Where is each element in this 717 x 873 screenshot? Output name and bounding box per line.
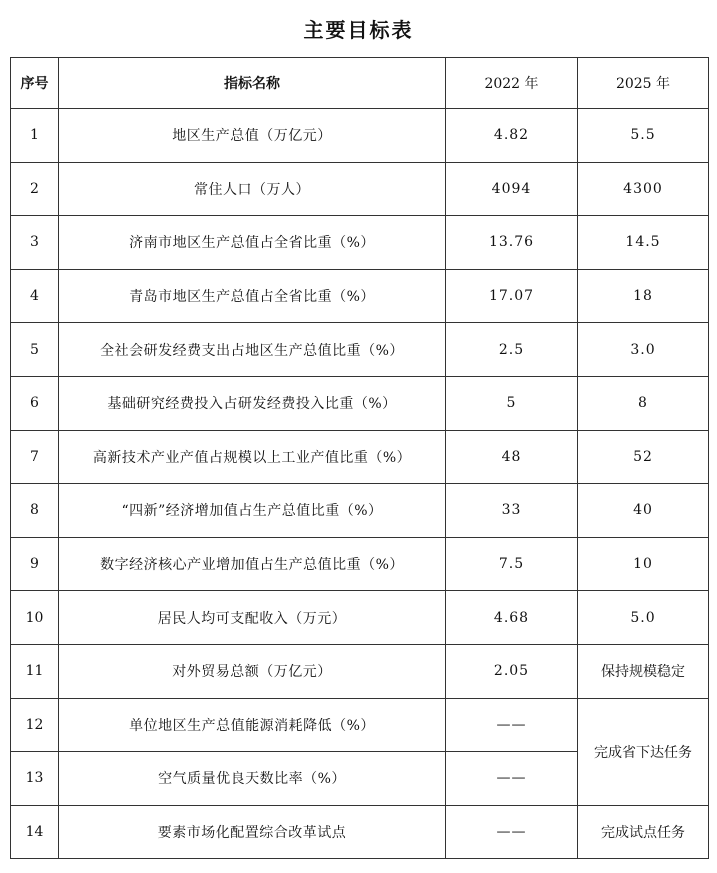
row-name: 要素市场化配置综合改革试点 bbox=[59, 805, 446, 859]
table-row bbox=[11, 376, 709, 430]
row-2022: 4.82 bbox=[446, 109, 578, 163]
row-name: 对外贸易总额（万亿元） bbox=[59, 644, 446, 698]
row-name: 常住人口（万人） bbox=[59, 162, 446, 216]
row-no: 2 bbox=[11, 162, 59, 216]
row-2022: 2.5 bbox=[446, 323, 578, 377]
row-2022: 2.05 bbox=[446, 644, 578, 698]
page-title: 主要目标表 bbox=[303, 18, 414, 42]
table-header-row bbox=[11, 58, 709, 109]
row-2025: 保持规模稳定 bbox=[578, 644, 709, 698]
row-no: 13 bbox=[11, 752, 59, 806]
row-no: 5 bbox=[11, 323, 59, 377]
row-2022: 13.76 bbox=[446, 216, 578, 270]
row-2022: 48 bbox=[446, 430, 578, 484]
table-row bbox=[11, 269, 709, 323]
row-2025: 18 bbox=[578, 269, 709, 323]
row-name: 数字经济核心产业增加值占生产总值比重（%） bbox=[59, 537, 446, 591]
row-no: 7 bbox=[11, 430, 59, 484]
table-row bbox=[11, 484, 709, 538]
table-row bbox=[11, 805, 709, 859]
row-name: 全社会研发经费支出占地区生产总值比重（%） bbox=[59, 323, 446, 377]
table-row bbox=[11, 216, 709, 270]
row-no: 14 bbox=[11, 805, 59, 859]
row-no: 3 bbox=[11, 216, 59, 270]
table-row bbox=[11, 109, 709, 163]
row-2025: 10 bbox=[578, 537, 709, 591]
header-name: 指标名称 bbox=[59, 58, 446, 109]
row-name: 青岛市地区生产总值占全省比重（%） bbox=[59, 269, 446, 323]
row-name: “四新”经济增加值占生产总值比重（%） bbox=[59, 484, 446, 538]
table-row bbox=[11, 162, 709, 216]
row-2022: 33 bbox=[446, 484, 578, 538]
row-name: 单位地区生产总值能源消耗降低（%） bbox=[59, 698, 446, 752]
targets-table bbox=[10, 57, 709, 859]
row-no: 4 bbox=[11, 269, 59, 323]
table-row bbox=[11, 537, 709, 591]
row-name: 基础研究经费投入占研发经费投入比重（%） bbox=[59, 376, 446, 430]
row-name: 居民人均可支配收入（万元） bbox=[59, 591, 446, 645]
row-no: 8 bbox=[11, 484, 59, 538]
row-no: 10 bbox=[11, 591, 59, 645]
row-2025: 5.0 bbox=[578, 591, 709, 645]
row-2025: 完成试点任务 bbox=[578, 805, 709, 859]
table-row bbox=[11, 430, 709, 484]
row-name: 高新技术产业产值占规模以上工业产值比重（%） bbox=[59, 430, 446, 484]
row-2025: 4300 bbox=[578, 162, 709, 216]
row-2025: 52 bbox=[578, 430, 709, 484]
row-2025: 8 bbox=[578, 376, 709, 430]
row-2022: 4.68 bbox=[446, 591, 578, 645]
row-no: 9 bbox=[11, 537, 59, 591]
row-2025: 5.5 bbox=[578, 109, 709, 163]
header-2025: 2025 年 bbox=[578, 58, 709, 109]
table-row bbox=[11, 644, 709, 698]
row-2022: —— bbox=[446, 805, 578, 859]
row-2022: 4094 bbox=[446, 162, 578, 216]
row-2025-merged: 完成省下达任务 bbox=[578, 698, 709, 805]
row-no: 1 bbox=[11, 109, 59, 163]
row-2022: —— bbox=[446, 698, 578, 752]
row-2025: 14.5 bbox=[578, 216, 709, 270]
row-no: 11 bbox=[11, 644, 59, 698]
row-name: 地区生产总值（万亿元） bbox=[59, 109, 446, 163]
row-2025: 3.0 bbox=[578, 323, 709, 377]
row-2022: 17.07 bbox=[446, 269, 578, 323]
row-2022: 7.5 bbox=[446, 537, 578, 591]
row-no: 6 bbox=[11, 376, 59, 430]
header-2022: 2022 年 bbox=[446, 58, 578, 109]
row-name: 空气质量优良天数比率（%） bbox=[59, 752, 446, 806]
table-row bbox=[11, 323, 709, 377]
table-row bbox=[11, 591, 709, 645]
header-no: 序号 bbox=[11, 58, 59, 109]
row-no: 12 bbox=[11, 698, 59, 752]
row-name: 济南市地区生产总值占全省比重（%） bbox=[59, 216, 446, 270]
row-2022: —— bbox=[446, 752, 578, 806]
row-2022: 5 bbox=[446, 376, 578, 430]
table-row bbox=[11, 698, 709, 752]
row-2025: 40 bbox=[578, 484, 709, 538]
